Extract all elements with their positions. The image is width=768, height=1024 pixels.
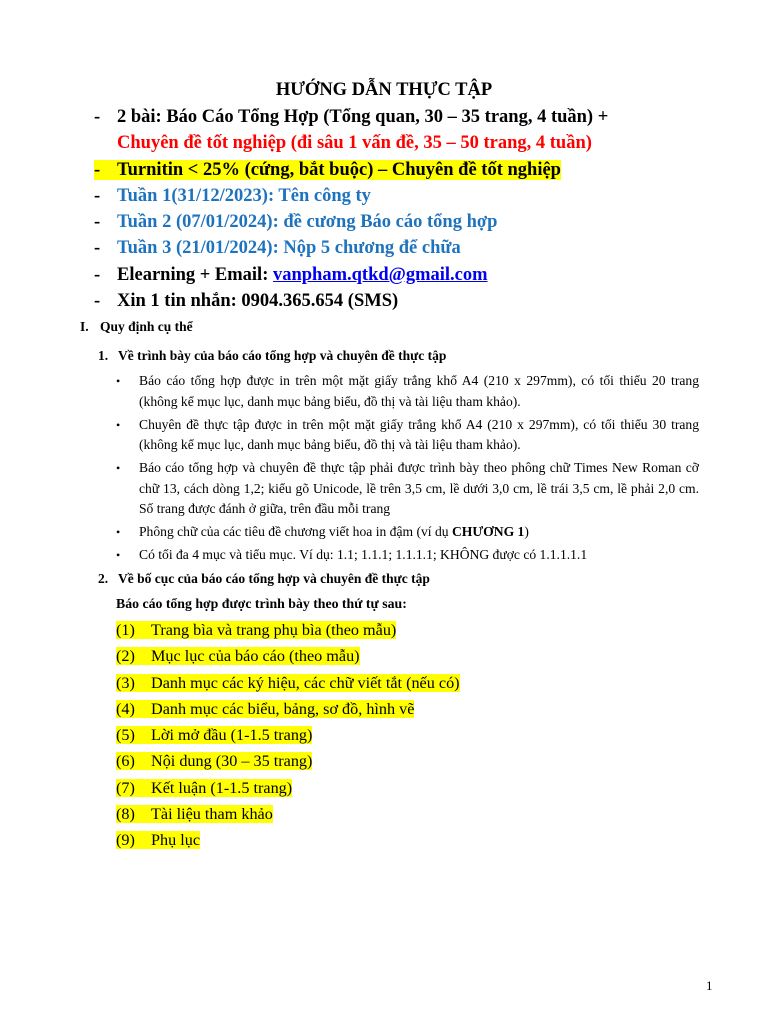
bullet-item-week2 — [94, 209, 734, 235]
page-number: 1 — [706, 978, 713, 993]
order-number: (5) — [116, 726, 135, 745]
section-number: I. — [80, 319, 89, 334]
subsection-number: 1. — [98, 348, 109, 363]
dash-marker: - — [94, 212, 101, 233]
order-item — [116, 801, 460, 827]
subsection-heading-structure — [98, 571, 430, 587]
formatting-rules-list — [116, 371, 699, 568]
order-item — [116, 827, 460, 853]
order-item — [116, 617, 460, 643]
bullet-text: Turnitin < 25% (cứng, bắt buộc) – Chuyên đề tốt nghiệp — [117, 159, 561, 180]
order-text: Danh mục các biểu, bảng, sơ đồ, hình vẽ — [151, 699, 415, 718]
order-number: (2) — [116, 647, 135, 666]
dash-marker: - — [94, 291, 101, 312]
bullet-dot-icon: • — [116, 548, 121, 563]
bullet-text: Tuần 3 (21/01/2024): Nộp 5 chương để chữa — [117, 238, 461, 259]
bullet-item-turnitin — [94, 157, 734, 183]
summary-bullet-list — [94, 104, 734, 314]
order-text: Nội dung (30 – 35 trang) — [151, 752, 313, 771]
order-text: Phụ lục — [151, 831, 201, 850]
bullet-item-contact-email — [94, 262, 734, 288]
bullet-text: 2 bài: Báo Cáo Tổng Hợp (Tổng quan, 30 – 35 trang, 4 tuần) + — [117, 107, 609, 127]
order-number: (9) — [116, 831, 135, 850]
rule-item — [116, 458, 699, 520]
order-number: (3) — [116, 673, 135, 692]
section-heading — [80, 319, 193, 335]
bullet-text: Xin 1 tin nhắn: 0904.365.654 (SMS) — [117, 291, 399, 312]
subsection-title: Về bố cục của báo cáo tổng hợp và chuyên đề thực tập — [118, 571, 430, 586]
order-number: (4) — [116, 699, 135, 718]
order-text: Mục lục của báo cáo (theo mẫu) — [151, 647, 360, 666]
order-text: Tài liệu tham khảo — [151, 805, 273, 824]
bullet-item-week1 — [94, 183, 734, 209]
rule-item — [116, 522, 699, 543]
subsection-title: Về trình bày của báo cáo tổng hợp và chuyên đề thực tập — [118, 348, 447, 363]
bullet-text: Tuần 1(31/12/2023): Tên công ty — [117, 185, 371, 206]
order-item — [116, 775, 460, 801]
rule-text-after: ) — [524, 524, 529, 540]
order-item — [116, 696, 460, 722]
bullet-item-sms — [94, 288, 734, 314]
order-item — [116, 643, 460, 669]
rule-item — [116, 415, 699, 456]
rule-text: Phông chữ của các tiêu đề chương viết hoa in đậm (ví dụ — [139, 524, 452, 540]
dash-marker: - — [94, 238, 101, 259]
bullet-item-reports — [94, 104, 734, 157]
subsection-heading-presentation — [98, 348, 446, 364]
order-item — [116, 670, 460, 696]
bullet-text: Tuần 2 (07/01/2024): đề cương Báo cáo tổng hợp — [117, 212, 498, 233]
order-item — [116, 722, 460, 748]
report-order-list — [116, 617, 460, 854]
rule-item — [116, 371, 699, 412]
order-text: Danh mục các ký hiệu, các chữ viết tắt (nếu có) — [151, 673, 460, 692]
order-text: Trang bìa và trang phụ bìa (theo mẫu) — [151, 621, 397, 639]
rule-bold-example: CHƯƠNG 1 — [451, 524, 525, 540]
section-title: Quy định cụ thể — [100, 319, 193, 334]
bullet-dot-icon: • — [116, 525, 121, 540]
rule-text: Báo cáo tổng hợp và chuyên đề thực tập phải được trình bày theo phông chữ Times New Roman cỡ chữ 13, cách dòng 1,2; kiểu gõ Unicode, lề trên 3,5 cm, lề dưới 3,0 cm, lề trái 3,5 cm, lề phải 2,0 cm. Số trang được đánh ở giữa, trên đầu mỗi trang — [139, 460, 699, 517]
order-intro: Báo cáo tổng hợp được trình bày theo thứ tự sau: — [116, 596, 407, 611]
dash-marker: - — [94, 185, 101, 206]
order-number: (7) — [116, 778, 135, 797]
bullet-dot-icon: • — [116, 374, 121, 388]
email-link[interactable]: vanpham.qtkd@gmail.com — [272, 264, 488, 285]
bullet-text: Elearning + Email: — [117, 264, 273, 285]
rule-text: Có tối đa 4 mục và tiểu mục. Ví dụ: 1.1; 1.1.1; 1.1.1.1; KHÔNG được có 1.1.1.1.1 — [139, 547, 588, 563]
dash-marker: - — [94, 264, 101, 285]
order-item — [116, 748, 460, 774]
bullet-dot-icon: • — [116, 417, 121, 432]
bullet-item-week3 — [94, 235, 734, 261]
rule-text: Báo cáo tổng hợp được in trên một mặt giấy trắng khổ A4 (210 x 297mm), có tối thiểu 20 trang (không kể mục lục, danh mục bảng biểu, đồ thị và tài liệu tham khảo). — [139, 373, 699, 409]
dash-marker: - — [94, 159, 101, 180]
order-number: (1) — [116, 621, 135, 639]
rule-text: Chuyên đề thực tập được in trên một mặt giấy trắng khổ A4 (210 x 297mm), có tối thiểu 30 trang (không kể mục lục, danh mục bảng biểu, đồ thị và tài liệu tham khảo). — [139, 416, 699, 453]
subsection-number: 2. — [98, 571, 109, 586]
bullet-continuation: Chuyên đề tốt nghiệp (đi sâu 1 vấn đề, 35 – 50 trang, 4 tuần) — [117, 133, 592, 154]
bullet-dot-icon: • — [116, 461, 121, 476]
order-number: (6) — [116, 752, 135, 771]
order-text: Kết luận (1-1.5 trang) — [151, 778, 293, 797]
order-text: Lời mở đầu (1-1.5 trang) — [151, 726, 313, 745]
page-title: HƯỚNG DẪN THỰC TẬP — [275, 80, 493, 100]
dash-marker: - — [94, 107, 101, 127]
order-number: (8) — [116, 805, 135, 824]
rule-item — [116, 545, 699, 566]
